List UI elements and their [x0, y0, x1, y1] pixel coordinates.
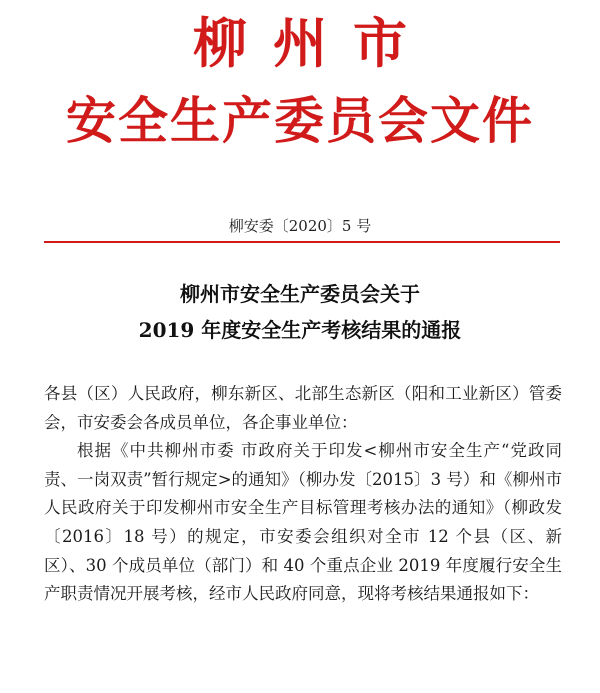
body-paragraph-1: 根据《中共柳州市委 市政府关于印发<柳州市安全生产“党政同责、一岗双责”暂行规定>的通知》（柳办发〔2015〕3 号）和《柳州市人民政府关于印发柳州市安全生产目标管理考核办法的通知》（柳政发〔2016〕18 号）的规定，市安委会组织对全市 12 个县（区、新区）、30 个成员单位（部门）和 40 个重点企业 2019 年度履行安全生产职责情况开展考核，经市人民政府同意，现将考核结果通报如下：	[44, 441, 562, 604]
red-divider-rule	[44, 241, 560, 243]
issuer-header-line2: 安全生产委员会文件	[66, 91, 534, 150]
document-title-line2: 2019 年度安全生产考核结果的通报	[138, 318, 462, 342]
document-body	[44, 380, 562, 609]
document-number: 柳安委〔2020〕5 号	[228, 217, 372, 235]
document-title-line1: 柳州市安全生产委员会关于	[180, 282, 420, 306]
issuer-header-line1: 柳州市	[193, 11, 433, 75]
salutation: 各县（区）人民政府，柳东新区、北部生态新区（阳和工业新区）管委会，市安委会各成员单位，各企事业单位：	[44, 384, 562, 432]
